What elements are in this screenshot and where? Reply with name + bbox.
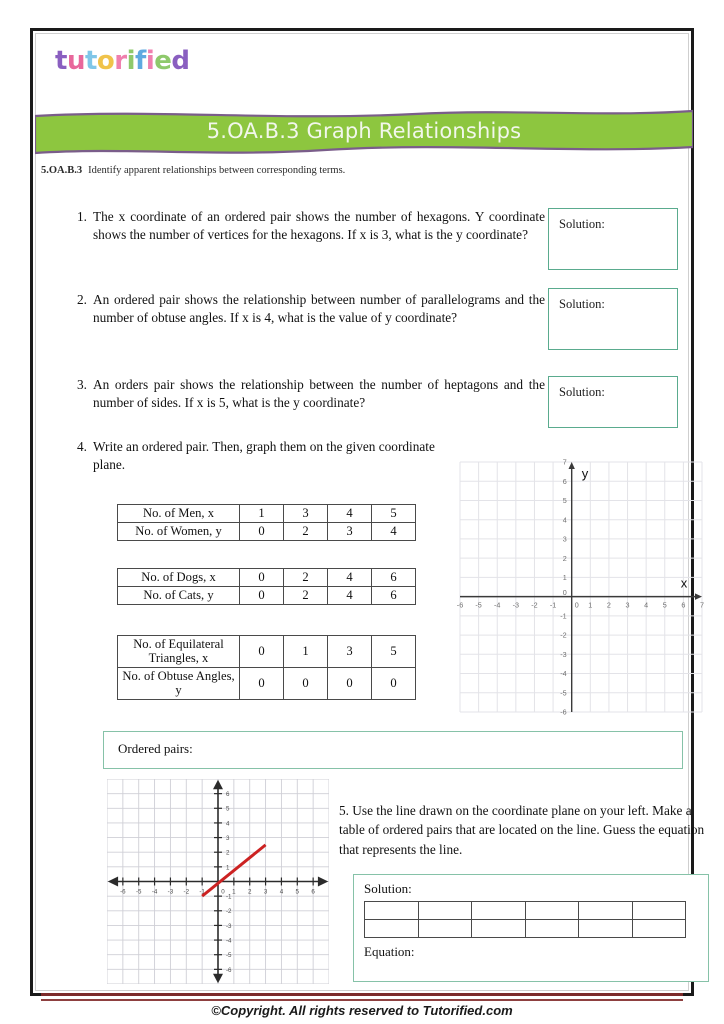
table-cell-value: 6: [372, 587, 416, 605]
logo-letter-6: f: [135, 46, 146, 76]
svg-text:7: 7: [700, 600, 704, 610]
standard-line: [41, 165, 345, 176]
data-table-1: [117, 504, 416, 541]
answer-grid-cell[interactable]: [632, 920, 686, 938]
question-2: [65, 291, 545, 328]
svg-text:-5: -5: [226, 952, 232, 960]
brand-logo: [47, 45, 198, 79]
table-cell-value: 1: [284, 636, 328, 668]
svg-text:5: 5: [226, 805, 230, 813]
table-cell-value: 0: [328, 667, 372, 699]
svg-text:-2: -2: [531, 600, 538, 610]
table-cell-label: No. of Obtuse Angles, y: [118, 667, 240, 699]
table-cell-value: 5: [372, 636, 416, 668]
answer-grid-cell[interactable]: [525, 902, 579, 920]
footer-rule-bottom: [41, 999, 683, 1001]
logo-letter-8: e: [154, 46, 172, 76]
answer-grid-table[interactable]: [364, 901, 686, 938]
header-banner: [35, 107, 693, 155]
question-1-number: 1.: [77, 209, 87, 224]
svg-text:-2: -2: [183, 888, 190, 896]
data-table-2: [117, 568, 416, 605]
logo-letter-1: u: [66, 46, 85, 76]
svg-text:6: 6: [311, 888, 315, 896]
table-cell-value: 2: [284, 569, 328, 587]
answer-grid-cell[interactable]: [579, 902, 633, 920]
answer-grid-cell[interactable]: [579, 920, 633, 938]
svg-text:5: 5: [562, 496, 567, 506]
solution-box-2-label: Solution:: [559, 297, 605, 311]
table-cell-label: No. of Cats, y: [118, 587, 240, 605]
coordinate-plane-2: [107, 779, 329, 984]
svg-text:3: 3: [263, 888, 268, 896]
logo-letter-4: r: [114, 46, 127, 76]
table-cell-value: 0: [284, 667, 328, 699]
table-cell-value: 4: [372, 523, 416, 541]
table-cell-value: 4: [328, 587, 372, 605]
table-cell-value: 2: [284, 523, 328, 541]
question-4-number: 4.: [77, 439, 87, 454]
table-row: [118, 587, 416, 605]
svg-text:-4: -4: [226, 937, 232, 945]
table-cell-value: 0: [240, 587, 284, 605]
svg-text:-3: -3: [226, 922, 232, 930]
svg-text:4: 4: [279, 888, 284, 896]
answer-grid-cell[interactable]: [418, 902, 472, 920]
svg-text:-2: -2: [560, 630, 567, 640]
question-1: [65, 208, 545, 245]
svg-text:-1: -1: [199, 888, 205, 896]
table-row: [118, 569, 416, 587]
svg-text:1: 1: [226, 864, 230, 872]
solution-box-1[interactable]: [548, 208, 678, 270]
question-3-text: An orders pair shows the relationship between the number of heptagons and the number of sides. If x is 5, what is the y coordinate?: [93, 377, 545, 411]
question-4: [65, 438, 455, 475]
svg-text:0: 0: [574, 600, 579, 610]
question-4-text: Write an ordered pair. Then, graph them on the given coordinate plane.: [93, 439, 435, 473]
svg-text:0: 0: [562, 588, 567, 598]
svg-text:7: 7: [562, 458, 567, 467]
svg-text:-4: -4: [494, 600, 501, 610]
table-cell-value: 3: [328, 523, 372, 541]
table-cell-value: 0: [240, 569, 284, 587]
table-cell-value: 4: [328, 569, 372, 587]
logo-letter-0: t: [55, 46, 67, 76]
svg-text:-3: -3: [560, 649, 567, 659]
svg-text:-6: -6: [456, 600, 464, 610]
svg-text:-6: -6: [120, 888, 126, 896]
answer-grid-cell[interactable]: [365, 902, 419, 920]
svg-text:-3: -3: [167, 888, 174, 896]
svg-text:5: 5: [295, 888, 300, 896]
table-cell-label: No. of Equilateral Triangles, x: [118, 636, 240, 668]
page-title: 5.OA.B.3 Graph Relationships: [206, 118, 522, 143]
solution-box-1-label: Solution:: [559, 217, 605, 231]
question-5-text: 5. Use the line drawn on the coordinate plane on your left. Make a table of ordered pairs that are located on the line. Guess the equation that represents the line.: [339, 803, 705, 857]
svg-text:4: 4: [644, 600, 649, 610]
standard-description: Identify apparent relationships between corresponding terms.: [88, 165, 346, 176]
ordered-pairs-label: Ordered pairs:: [118, 741, 193, 756]
svg-text:1: 1: [588, 600, 593, 610]
footer-copyright: ©Copyright. All rights reserved to Tutorified.com: [211, 1003, 513, 1018]
table-cell-value: 0: [240, 523, 284, 541]
svg-text:4: 4: [562, 515, 567, 525]
page-frame: [30, 28, 705, 1018]
logo-letter-7: i: [145, 46, 155, 76]
svg-text:-5: -5: [475, 600, 482, 610]
svg-text:3: 3: [226, 834, 230, 842]
logo-letter-2: t: [84, 46, 97, 76]
table-row: [118, 636, 416, 668]
svg-text:3: 3: [562, 534, 567, 544]
answer-grid-row: [365, 920, 686, 938]
table-cell-value: 5: [372, 505, 416, 523]
brand-logo-text: [55, 48, 190, 74]
svg-text:2: 2: [247, 888, 252, 896]
table-cell-value: 6: [372, 569, 416, 587]
table-cell-value: 2: [284, 587, 328, 605]
table-cell-value: 0: [240, 667, 284, 699]
answer-grid-cell[interactable]: [525, 920, 579, 938]
svg-text:-5: -5: [135, 888, 142, 896]
logo-letter-9: d: [171, 46, 190, 76]
table-cell-value: 1: [240, 505, 284, 523]
svg-text:-6: -6: [226, 966, 232, 974]
standard-code: 5.OA.B.3: [41, 165, 83, 176]
coordinate-plane-2-svg: [107, 779, 329, 984]
answer-grid-cell[interactable]: [365, 920, 419, 938]
svg-text:-5: -5: [560, 688, 567, 698]
table-cell-value: 3: [284, 505, 328, 523]
svg-text:-1: -1: [560, 611, 567, 621]
svg-text:0: 0: [221, 888, 225, 896]
answer-grid-cell[interactable]: [472, 920, 526, 938]
table-cell-label: No. of Men, x: [118, 505, 240, 523]
solution-box-5[interactable]: [353, 874, 709, 982]
svg-text:-4: -4: [560, 669, 567, 679]
svg-text:6: 6: [562, 476, 567, 486]
svg-text:2: 2: [606, 600, 611, 610]
logo-letter-3: o: [96, 46, 115, 76]
svg-text:2: 2: [562, 553, 567, 563]
solution-box-2[interactable]: [548, 288, 678, 350]
svg-text:-1: -1: [226, 893, 232, 901]
solution-box-5-label: Solution:: [364, 881, 412, 896]
equation-label: Equation:: [364, 944, 415, 959]
ordered-pairs-box[interactable]: [103, 731, 683, 769]
question-3-number: 3.: [77, 377, 87, 392]
answer-grid-cell[interactable]: [472, 902, 526, 920]
footer-rule-top: [41, 993, 683, 996]
table-row: [118, 667, 416, 699]
data-table-3: [117, 635, 416, 700]
svg-text:2: 2: [226, 849, 230, 857]
svg-text:-6: -6: [560, 707, 567, 716]
svg-text:5: 5: [662, 600, 667, 610]
solution-box-3[interactable]: [548, 376, 678, 428]
svg-text:-4: -4: [151, 888, 158, 896]
svg-text:-1: -1: [549, 600, 557, 610]
question-2-number: 2.: [77, 292, 87, 307]
coordinate-plane-1: [456, 458, 706, 716]
table-cell-value: 0: [372, 667, 416, 699]
svg-text:-2: -2: [226, 908, 232, 916]
table-cell-label: No. of Women, y: [118, 523, 240, 541]
svg-text:1: 1: [232, 888, 236, 896]
svg-text:1: 1: [562, 572, 567, 582]
table-cell-value: 3: [328, 636, 372, 668]
answer-grid-row: [365, 902, 686, 920]
solution-box-3-label: Solution:: [559, 385, 605, 399]
svg-text:3: 3: [625, 600, 630, 610]
answer-grid-cell[interactable]: [418, 920, 472, 938]
table-row: [118, 523, 416, 541]
y-axis-label: y: [581, 466, 589, 481]
question-2-text: An ordered pair shows the relationship between number of parallelograms and the number of obtuse angles. If x is 4, what is the value of y coordinate?: [93, 292, 545, 326]
coordinate-plane-1-svg: [456, 458, 706, 716]
x-axis-label: x: [680, 575, 688, 591]
table-cell-value: 4: [328, 505, 372, 523]
question-1-text: The x coordinate of an ordered pair shows the number of hexagons. Y coordinate shows the number of vertices for the hexagons. If x is 3, what is the y coordinate?: [93, 209, 545, 243]
answer-grid-cell[interactable]: [632, 902, 686, 920]
question-3: [65, 376, 545, 413]
table-cell-value: 0: [240, 636, 284, 668]
svg-text:6: 6: [681, 600, 686, 610]
logo-letter-5: i: [126, 46, 136, 76]
svg-text:4: 4: [226, 820, 230, 828]
table-row: [118, 505, 416, 523]
svg-text:-3: -3: [512, 600, 520, 610]
table-cell-label: No. of Dogs, x: [118, 569, 240, 587]
svg-text:6: 6: [226, 791, 230, 799]
